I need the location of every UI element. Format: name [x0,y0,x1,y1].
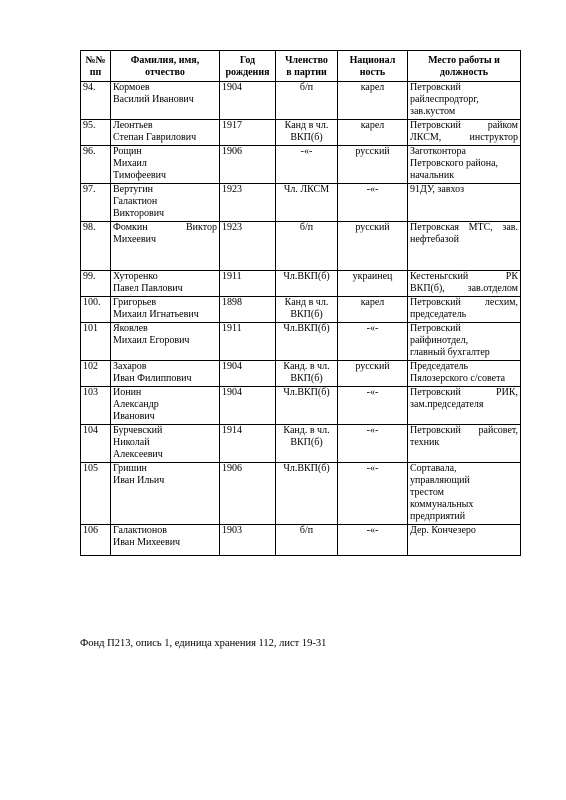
cell-full-name: Фомкин Виктор Михеевич [111,222,220,271]
cell-party-membership: -«- [276,146,338,184]
table-row [81,120,521,146]
cell-number: 101 [81,323,111,361]
cell-full-name: Бурчевский Николай Алексеевич [111,425,220,463]
archive-source-note: Фонд П213, опись 1, единица хранения 112, лист 19-31 [80,638,327,649]
cell-nationality: карел [338,297,408,323]
cell-workplace-position: Петровский райлеспродторг, зав.кустом [408,82,521,120]
cell-number: 103 [81,387,111,425]
cell-nationality: -«- [338,425,408,463]
cell-party-membership: Чл.ВКП(б) [276,463,338,525]
cell-workplace-position: Петровский лесхим, председатель [408,297,521,323]
table-row [81,146,521,184]
header-number: №№ пп [81,51,111,82]
header-party-membership: Членство в партии [276,51,338,82]
cell-party-membership: Канд. в чл. ВКП(б) [276,425,338,463]
cell-number: 102 [81,361,111,387]
cell-workplace-position: Петровский райфинотдел, главный бухгалтер [408,323,521,361]
cell-workplace-position: Петровская МТС, зав. нефтебазой [408,222,521,271]
cell-nationality: карел [338,82,408,120]
cell-nationality: русский [338,222,408,271]
table-row [81,271,521,297]
cell-birth-year: 1923 [220,222,276,271]
cell-party-membership: б/п [276,82,338,120]
table-row [81,425,521,463]
cell-full-name: Кормоев Василий Иванович [111,82,220,120]
table-row [81,323,521,361]
table-row [81,361,521,387]
cell-workplace-position: Председатель Пялозерского с/совета [408,361,521,387]
cell-birth-year: 1903 [220,525,276,556]
personnel-register-table [80,50,521,556]
cell-nationality: украинец [338,271,408,297]
cell-workplace-position: Заготконтора Петровского района, начальник [408,146,521,184]
cell-birth-year: 1904 [220,387,276,425]
cell-full-name: Яковлев Михаил Егорович [111,323,220,361]
cell-workplace-position: Петровский райком ЛКСМ, инструктор [408,120,521,146]
cell-birth-year: 1904 [220,361,276,387]
cell-nationality: -«- [338,387,408,425]
cell-birth-year: 1923 [220,184,276,222]
cell-party-membership: Чл.ВКП(б) [276,271,338,297]
cell-full-name: Захаров Иван Филиппович [111,361,220,387]
cell-workplace-position: Сортавала, управляющий трестом коммунальных предприятий [408,463,521,525]
header-workplace-position: Место работы и должность [408,51,521,82]
cell-birth-year: 1914 [220,425,276,463]
table-row [81,463,521,525]
cell-workplace-position: Дер. Кончезеро [408,525,521,556]
header-nationality: Национал ность [338,51,408,82]
cell-number: 94. [81,82,111,120]
cell-number: 96. [81,146,111,184]
cell-number: 100. [81,297,111,323]
table-row [81,222,521,271]
table-body [81,82,521,556]
cell-party-membership: Чл.ВКП(б) [276,323,338,361]
table-row [81,82,521,120]
cell-birth-year: 1904 [220,82,276,120]
cell-number: 98. [81,222,111,271]
header-full-name: Фамилия, имя, отчество [111,51,220,82]
table-row [81,297,521,323]
cell-birth-year: 1911 [220,323,276,361]
cell-birth-year: 1917 [220,120,276,146]
table-row [81,525,521,556]
cell-number: 95. [81,120,111,146]
cell-birth-year: 1906 [220,463,276,525]
cell-full-name: Гришин Иван Ильич [111,463,220,525]
cell-party-membership: Канд в чл. ВКП(б) [276,297,338,323]
cell-full-name: Галактионов Иван Михеевич [111,525,220,556]
cell-nationality: карел [338,120,408,146]
cell-full-name: Григорьев Михаил Игнатьевич [111,297,220,323]
cell-workplace-position: Кестеньгский РК ВКП(б), зав.отделом [408,271,521,297]
cell-full-name: Рощин Михаил Тимофеевич [111,146,220,184]
cell-number: 106 [81,525,111,556]
cell-full-name: Ионин Александр Иванович [111,387,220,425]
table-row [81,387,521,425]
cell-number: 104 [81,425,111,463]
cell-party-membership: б/п [276,222,338,271]
cell-party-membership: б/п [276,525,338,556]
cell-party-membership: Чл. ЛКСМ [276,184,338,222]
cell-full-name: Леонтьев Степан Гаврилович [111,120,220,146]
cell-party-membership: Чл.ВКП(б) [276,387,338,425]
cell-full-name: Вертугин Галактион Викторович [111,184,220,222]
cell-nationality: -«- [338,525,408,556]
cell-workplace-position: Петровский РИК, зам.председателя [408,387,521,425]
cell-party-membership: Канд в чл. ВКП(б) [276,120,338,146]
cell-birth-year: 1906 [220,146,276,184]
cell-number: 105 [81,463,111,525]
cell-party-membership: Канд. в чл. ВКП(б) [276,361,338,387]
cell-nationality: русский [338,361,408,387]
cell-full-name: Хуторенко Павел Павлович [111,271,220,297]
cell-birth-year: 1898 [220,297,276,323]
cell-nationality: -«- [338,463,408,525]
cell-birth-year: 1911 [220,271,276,297]
table-header-row [81,51,521,82]
cell-number: 99. [81,271,111,297]
cell-nationality: русский [338,146,408,184]
cell-number: 97. [81,184,111,222]
cell-nationality: -«- [338,323,408,361]
cell-workplace-position: 91ДУ, завхоз [408,184,521,222]
table-row [81,184,521,222]
cell-workplace-position: Петровский райсовет, техник [408,425,521,463]
header-birth-year: Год рождения [220,51,276,82]
cell-nationality: -«- [338,184,408,222]
